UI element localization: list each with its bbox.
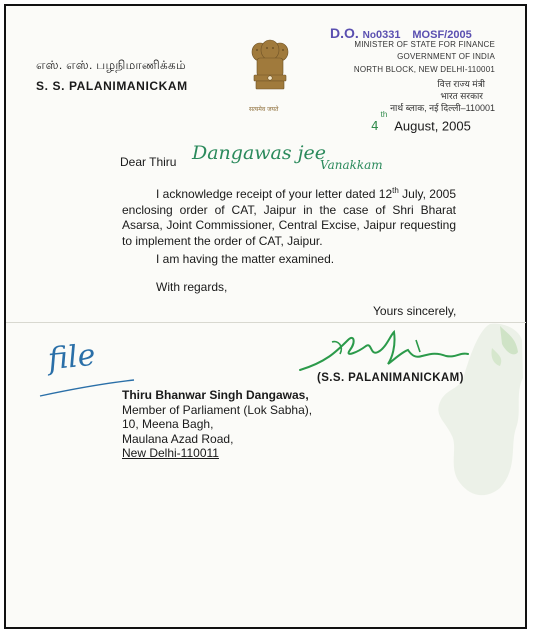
- reference-number: 0331: [376, 29, 401, 41]
- minister-title: MINISTER OF STATE FOR FINANCE: [354, 40, 495, 49]
- reference-code: MOSF/2005: [412, 29, 472, 41]
- body-paragraph-1: [122, 183, 456, 249]
- hindi-government: भारत सरकार: [440, 91, 483, 101]
- hindi-title: वित्त राज्य मंत्री: [437, 79, 485, 89]
- government-name: GOVERNMENT OF INDIA: [397, 52, 495, 61]
- recipient-designation: Member of Parliament (Lok Sabha),: [122, 402, 313, 417]
- recipient-address: [122, 388, 362, 461]
- signature-scribble: [296, 322, 496, 378]
- salutation: Dear Thiru: [120, 155, 177, 169]
- signatory-name: (S.S. PALANIMANICKAM): [317, 372, 464, 384]
- para1-rest: July, 2005 enclosing order of CAT, Jaipur in the case of Shri Bharat Asarsa, Joint Commissioner, Central Excise, Jaipur requesting to implement the order of CAT, Jaipur.: [122, 187, 456, 248]
- para1-start: I acknowledge receipt of your letter dated 12: [156, 187, 393, 201]
- handwritten-addressee: Dangawas jee: [192, 142, 327, 164]
- letter-body: [122, 183, 456, 249]
- national-emblem-icon: [246, 38, 294, 110]
- reference-prefix: D.O.: [330, 25, 359, 41]
- recipient-line2: Maulana Azad Road,: [122, 431, 234, 446]
- file-annotation: file: [46, 337, 98, 378]
- sender-name-tamil: எஸ். எஸ். பழநிமாணிக்கம்: [36, 58, 186, 72]
- closing: Yours sincerely,: [373, 304, 457, 318]
- recipient-name: Thiru Bhanwar Singh Dangawas,: [122, 388, 309, 402]
- office-address: NORTH BLOCK, NEW DELHI-110001: [353, 65, 495, 74]
- recipient-line1: 10, Meena Bagh,: [122, 417, 214, 431]
- body-paragraph-2: I am having the matter examined.: [156, 252, 335, 266]
- date-day-suffix: th: [380, 110, 388, 119]
- reference-no-label: No: [362, 30, 377, 41]
- emblem-motto: सत्यमेव जयते: [249, 106, 279, 113]
- sender-name: S. S. PALANIMANICKAM: [36, 79, 188, 93]
- recipient-city: New Delhi-110011: [122, 446, 219, 460]
- letter-date: [371, 110, 471, 134]
- date-day-handwritten: 4: [371, 119, 379, 134]
- date-month-year: August, 2005: [394, 118, 471, 134]
- reference-stamp: [330, 25, 472, 41]
- hindi-address: नार्थ ब्लाक, नई दिल्ली–110001: [390, 103, 495, 113]
- body-paragraph-3: With regards,: [156, 280, 228, 294]
- handwritten-greeting: Vanakkam: [320, 158, 383, 172]
- para1-sup: th: [392, 186, 399, 195]
